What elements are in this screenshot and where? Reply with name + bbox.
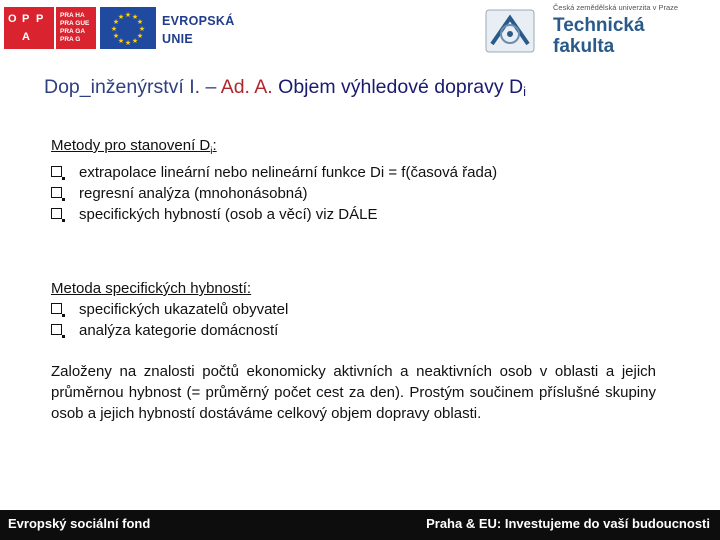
praha-logo (56, 7, 96, 49)
checkbox-bullet-icon (51, 166, 62, 177)
footer-right-text: Praha & EU: Investujeme do vaší budoucnosti (426, 516, 710, 531)
svg-text:★: ★ (124, 11, 132, 19)
bullet-text: analýza kategorie domácností (79, 322, 279, 339)
checkbox-bullet-icon (51, 303, 62, 314)
svg-text:★: ★ (138, 25, 146, 33)
university-name: Česká zemědělská univerzita v Praze (553, 3, 679, 12)
faculty-name-line2: fakulta (553, 36, 615, 57)
bullet-item (51, 299, 656, 320)
opp-letter: P (36, 13, 44, 25)
eu-text-line: UNIE (162, 32, 194, 46)
svg-text:★: ★ (131, 13, 139, 21)
opp-letter: P (22, 13, 30, 25)
bullet-item (51, 162, 656, 183)
bullet-text: extrapolace lineární nebo nelineární funkce Di = f(časová řada) (79, 164, 498, 181)
opp-logo (4, 7, 54, 49)
praha-line: PRA G (60, 36, 81, 43)
title-course: Dop_inženýrství I. – (44, 76, 217, 98)
praha-line: PRA HA (60, 12, 85, 19)
bullet-item (51, 320, 656, 341)
praha-line: PRA GUE (60, 20, 90, 27)
svg-text:★: ★ (117, 37, 125, 45)
bullet-item (51, 183, 656, 204)
svg-text:★: ★ (131, 37, 139, 45)
slide-content (51, 135, 656, 424)
header (0, 0, 720, 62)
title-topic: Objem výhledové dopravy D (278, 76, 524, 98)
svg-text:★: ★ (110, 25, 118, 33)
bullet-item (51, 204, 656, 225)
description-paragraph: Založeny na znalosti počtů ekonomicky aktivních a neaktivních osob v oblasti a jejich průměrnou hybnost (= průměrný počet cest za den). Prostým součinem příslušné skupiny osob a jejich hybností dostáváme celkový objem dopravy oblasti. (51, 363, 656, 422)
checkbox-bullet-icon (51, 187, 62, 198)
svg-text:★: ★ (112, 32, 120, 40)
opp-letter: O (8, 13, 17, 25)
section-heading-subscript: i (210, 146, 213, 157)
checkbox-bullet-icon (51, 324, 62, 335)
section-heading-methods (51, 135, 656, 162)
opp-letter: A (22, 31, 30, 43)
eu-flag-icon (100, 7, 156, 49)
title-section: Ad. A. (220, 76, 273, 98)
section-heading-specific-mobility: Metoda specifických hybností: (51, 280, 252, 297)
eu-text-line: EVROPSKÁ (162, 14, 235, 28)
section-heading-text: Metody pro stanovení D (51, 137, 211, 154)
bullet-text: specifických ukazatelů obyvatel (79, 301, 289, 318)
praha-line: PRA GA (60, 28, 86, 35)
svg-text:★: ★ (136, 18, 144, 26)
svg-text:★: ★ (124, 39, 132, 47)
footer (0, 510, 720, 540)
faculty-name-line1: Technická (553, 15, 645, 36)
bullet-text: regresní analýza (mnohonásobná) (79, 185, 308, 202)
section-heading-colon: : (212, 137, 217, 154)
bullet-text: specifických hybností (osob a věcí) viz DÁLE (79, 206, 378, 223)
checkbox-bullet-icon (51, 208, 62, 219)
title-subscript: i (523, 84, 526, 99)
footer-left-text: Evropský sociální fond (8, 516, 151, 531)
eu-text (162, 12, 235, 48)
svg-text:★: ★ (117, 13, 125, 21)
slide-title (44, 76, 526, 99)
svg-text:★: ★ (136, 32, 144, 40)
svg-text:★: ★ (112, 18, 120, 26)
faculty-logo-icon (482, 6, 542, 56)
